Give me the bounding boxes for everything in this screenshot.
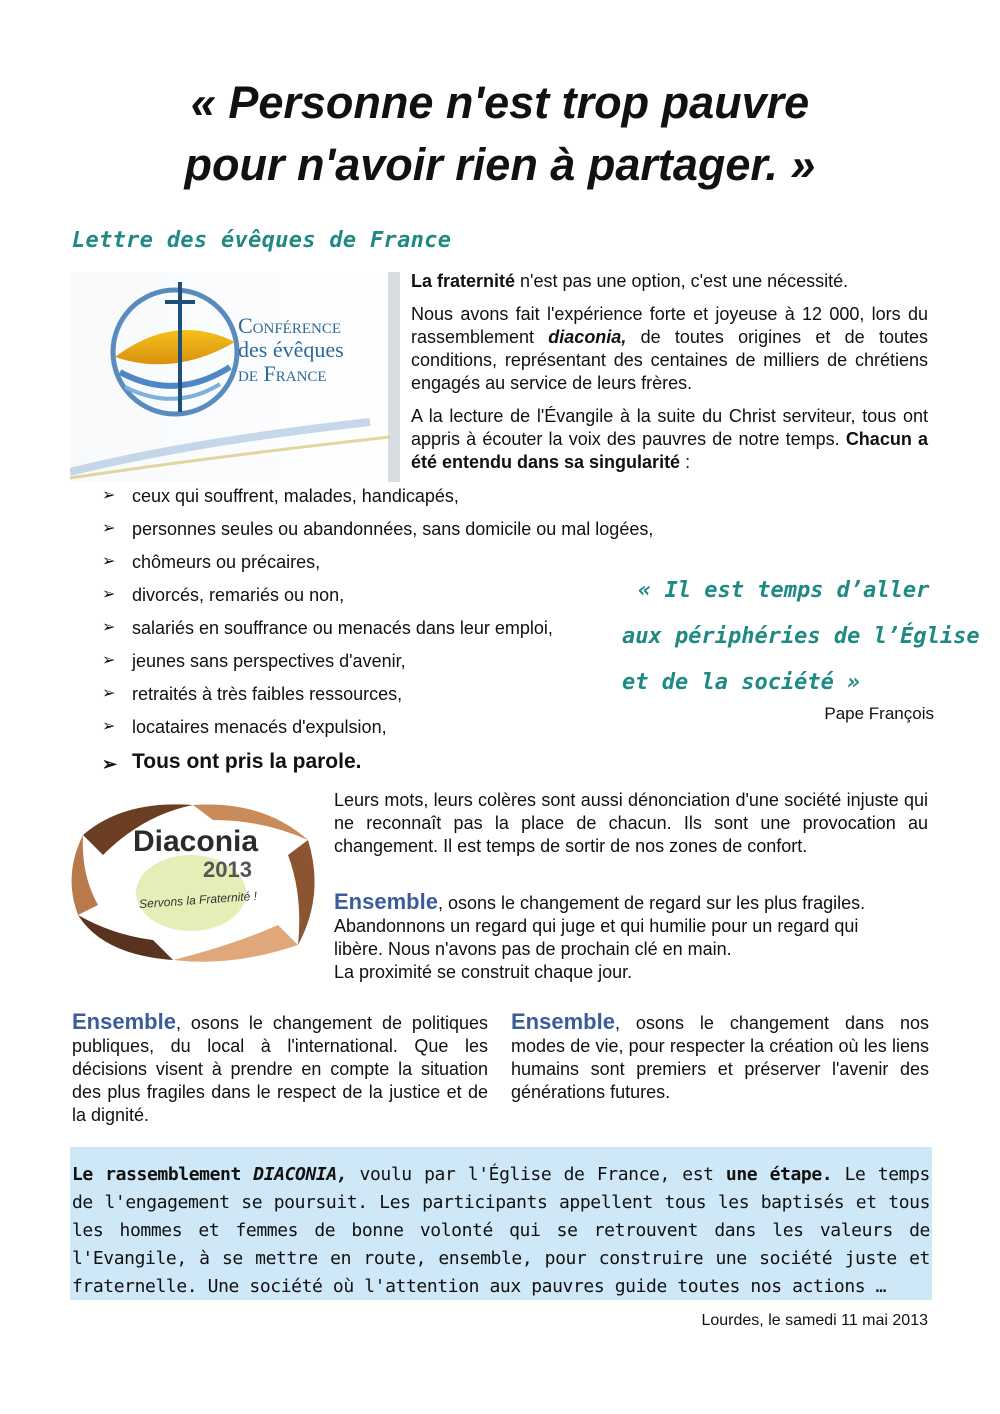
arrow-bullet-icon: ➢ (102, 520, 116, 537)
list-item-text: divorcés, remariés ou non, (132, 585, 345, 605)
logo-line-2: des évêques (238, 337, 344, 362)
arrow-bullet-icon: ➢ (102, 685, 116, 702)
intro-p3-text-a: A la lecture de l'Évangile à la suite du Christ serviteur, tous ont appris à écouter la voix des pauvres de notre temps. (411, 406, 928, 449)
diaconia-word: Diaconia (133, 825, 259, 858)
arrow-bullet-icon: ➢ (102, 619, 116, 636)
logo-line-3: de France (238, 361, 327, 386)
list-item-text: retraités à très faibles ressources, (132, 684, 403, 704)
ensemble-label: Ensemble (334, 889, 438, 914)
quote-author: Pape François (824, 704, 934, 723)
intro-p1-text: n'est pas une option, c'est une nécessité. (515, 271, 849, 291)
intro-paragraph-1 (411, 270, 928, 293)
list-item (102, 583, 622, 616)
arrow-bullet-icon: ➢ (102, 652, 116, 669)
ensemble-proximite-text: La proximité se construit chaque jour. (334, 962, 633, 982)
diaconia-hands-illustration (63, 795, 325, 967)
quote-line-2: aux périphéries de l’Église (622, 624, 980, 649)
arrow-bullet-icon: ➢ (102, 754, 118, 774)
logo-line-1: Conférence (238, 313, 342, 338)
footer-date: Lourdes, le samedi 11 mai 2013 (701, 1312, 928, 1329)
list-item (102, 517, 654, 550)
quote-line-1: « Il est temps d’aller (638, 578, 930, 603)
list-item-text: chômeurs ou précaires, (132, 552, 321, 572)
highlight-box-text (72, 1161, 930, 1301)
box-text-1: voulu par l'Église de France, est (347, 1164, 726, 1185)
ensemble-label: Ensemble (511, 1009, 615, 1034)
paragraph-ensemble-politiques (72, 1010, 488, 1127)
singularite-bold: Chacun a été entendu dans sa singularité (411, 429, 928, 472)
cef-logo-emblem (70, 272, 400, 482)
arrow-bullet-icon: ➢ (102, 487, 116, 504)
list-item-text: jeunes sans perspectives d'avenir, (132, 651, 406, 671)
arrow-bullet-icon: ➢ (102, 586, 116, 603)
highlight-box (70, 1147, 932, 1300)
intro-paragraph-3 (411, 405, 928, 474)
diaconia-bold: diaconia, (548, 327, 627, 347)
list-item-text: Tous ont pris la parole. (132, 750, 362, 773)
list-item (102, 649, 622, 682)
list-item-text: personnes seules ou abandonnées, sans domicile ou mal logées, (132, 519, 654, 539)
paragraph-mots: Leurs mots, leurs colères sont aussi dénonciation d'une société injuste qui ne reconnaît pas la place de chacun. Ils sont une provocation au changement. Il est temps de sortir de nos zones de confort. (334, 790, 928, 856)
quote-line-3: et de la société » (622, 670, 861, 695)
ensemble-politiques-text: , osons le changement de politiques publiques, du local à l'international. Que les décisions visent à prendre en compte la situation des plus fragiles dans le respect de la justice et de la dignité. (72, 1013, 488, 1125)
list-item-emphasis (102, 748, 622, 781)
ensemble-regard-text: , osons le changement de regard sur les plus fragiles. Abandonnons un regard qui juge et qui humilie pour un regard qui libère. Nous n'avons pas de prochain clé en main. (334, 893, 866, 959)
page-title (60, 72, 940, 196)
fraternite-bold: La fraternité (411, 271, 516, 291)
paragraph-ensemble-modes-de-vie (511, 1010, 929, 1104)
intro-p3-text-b: : (680, 452, 691, 472)
title-line-2: pour n'avoir rien à partager. » (184, 139, 816, 190)
intro-p2-text-a: Nous avons fait l'expérience forte et joyeuse à 12 000, lors du rassemblement (411, 304, 928, 347)
intro-p2-text-b: de toutes origines et de toutes conditions, représentant des centaines de milliers de chrétiens engagés au service de leurs frères. (411, 327, 928, 393)
ensemble-label: Ensemble (72, 1009, 176, 1034)
pope-quote (622, 568, 980, 706)
list-item (102, 484, 622, 517)
box-bold-etape: une étape. (725, 1164, 833, 1185)
cef-logo-text (238, 314, 344, 386)
arrow-bullet-icon: ➢ (102, 553, 116, 570)
box-bold-1: Le rassemblement (72, 1164, 254, 1185)
intro-paragraph-2 (411, 303, 928, 395)
list-item-text: ceux qui souffrent, malades, handicapés, (132, 486, 459, 506)
list-item-text: locataires menacés d'expulsion, (132, 717, 387, 737)
diaconia-image (63, 795, 325, 967)
diaconia-year: 2013 (203, 857, 252, 882)
arrow-bullet-icon: ➢ (102, 718, 116, 735)
list-item (102, 616, 622, 649)
list-item (102, 550, 622, 583)
cef-logo (70, 272, 400, 482)
title-line-1: « Personne n'est trop pauvre (190, 77, 810, 128)
paragraph-ensemble-regard (334, 890, 906, 984)
ensemble-modes-text: , osons le changement dans nos modes de vie, pour respecter la création où les liens humains sont premiers et préserver l'avenir des générations futures. (511, 1013, 929, 1102)
box-text-2: Le temps de l'engagement se poursuit. Les participants appellent tous les baptisés et tous les hommes et femmes de bonne volonté qui se retrouvent dans les valeurs de l'Evangile, à se mettre en route, ensemble, pour construire une société juste et fraternelle. Une société où l'attention aux pauvres guide toutes nos actions … (72, 1164, 930, 1297)
bullet-list (102, 484, 654, 781)
subtitle: Lettre des évêques de France (72, 228, 452, 253)
list-item-text: salariés en souffrance ou menacés dans leur emploi, (132, 618, 553, 638)
list-item (102, 715, 622, 748)
diaconia-slogan: Servons la Fraternité ! (138, 888, 258, 912)
list-item (102, 682, 622, 715)
box-diaconia: DIACONIA, (253, 1164, 348, 1185)
